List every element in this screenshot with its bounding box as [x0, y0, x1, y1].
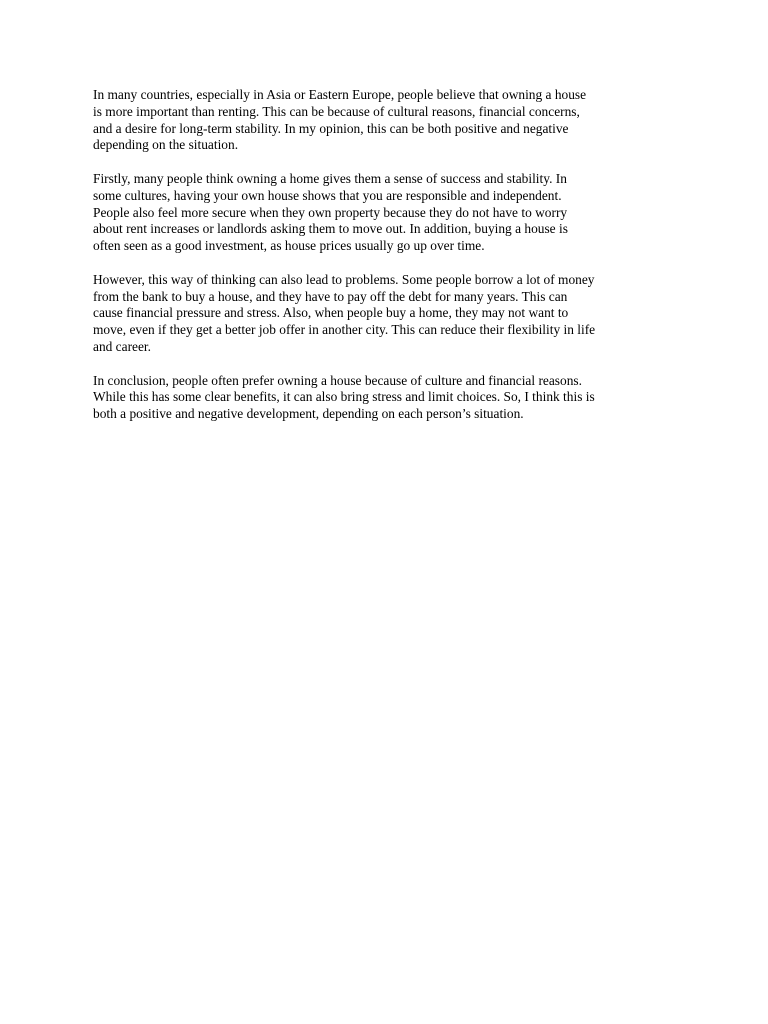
text-line: and a desire for long-term stability. In my opinion, this can be both positive and negative	[93, 120, 569, 136]
paragraph-disadvantages	[93, 272, 683, 356]
essay-body	[93, 87, 683, 440]
text-line: cause financial pressure and stress. Also, when people buy a home, they may not want to	[93, 305, 569, 321]
paragraph-conclusion	[93, 373, 683, 423]
text-line: move, even if they get a better job offer in another city. This can reduce their flexibility in life	[93, 322, 596, 338]
text-line: from the bank to buy a house, and they have to pay off the debt for many years. This can	[93, 288, 568, 304]
paragraph-advantages	[93, 171, 683, 255]
text-line: Firstly, many people think owning a home gives them a sense of success and stability. In	[93, 170, 567, 186]
text-line: some cultures, having your own house shows that you are responsible and independent.	[93, 187, 562, 203]
text-line: both a positive and negative development, depending on each person’s situation.	[93, 406, 524, 422]
text-line: While this has some clear benefits, it can also bring stress and limit choices. So, I think this is	[93, 389, 595, 405]
text-line: often seen as a good investment, as house prices usually go up over time.	[93, 238, 485, 254]
text-line: In conclusion, people often prefer owning a house because of culture and financial reasons.	[93, 372, 582, 388]
text-line: and career.	[93, 338, 151, 354]
text-line: depending on the situation.	[93, 137, 239, 153]
text-line: about rent increases or landlords asking them to move out. In addition, buying a house is	[93, 221, 568, 237]
paragraph-introduction	[93, 87, 683, 154]
text-line: is more important than renting. This can be because of cultural reasons, financial concerns,	[93, 103, 580, 119]
text-line: People also feel more secure when they own property because they do not have to worry	[93, 204, 568, 220]
text-line: However, this way of thinking can also lead to problems. Some people borrow a lot of money	[93, 271, 595, 287]
text-line: In many countries, especially in Asia or Eastern Europe, people believe that owning a house	[93, 87, 587, 102]
